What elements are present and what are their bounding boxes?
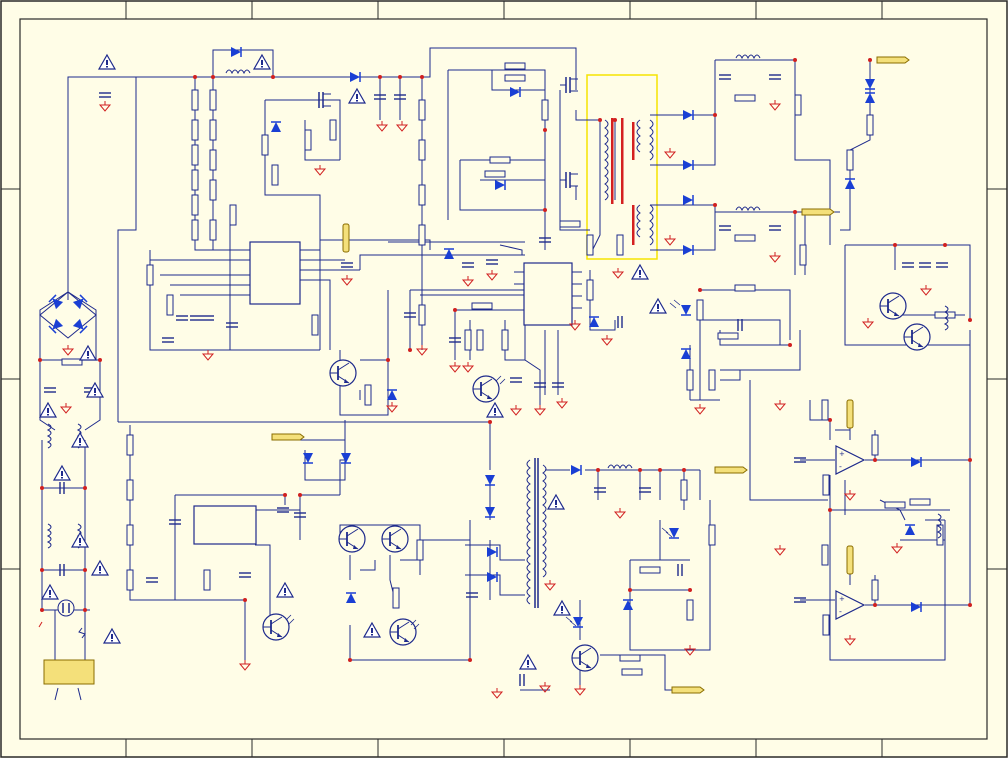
wires bbox=[40, 48, 970, 690]
sheet-border bbox=[1, 1, 1007, 757]
fuse-varistor bbox=[39, 600, 85, 638]
inductors bbox=[48, 55, 948, 548]
warning-triangle-icons bbox=[40, 55, 666, 669]
resistors bbox=[62, 63, 955, 675]
standby-transformer bbox=[527, 458, 546, 608]
connectors bbox=[44, 57, 909, 700]
ac-inlet-connector bbox=[44, 660, 94, 684]
main-transformer bbox=[605, 118, 653, 245]
opamps bbox=[836, 446, 864, 619]
